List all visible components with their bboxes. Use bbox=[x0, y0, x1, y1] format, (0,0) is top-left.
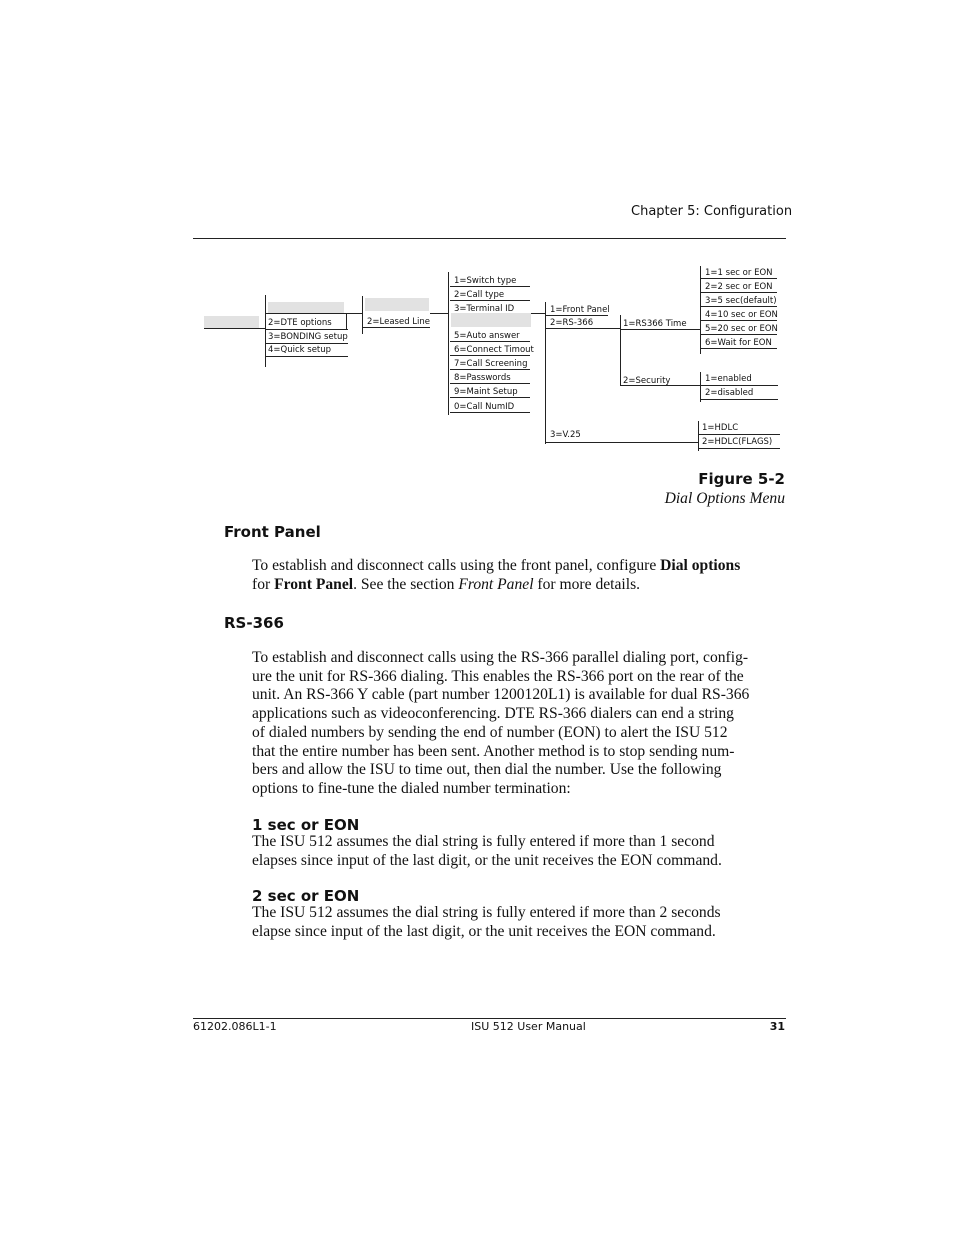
menu-underline bbox=[699, 434, 780, 435]
menu-underline bbox=[701, 320, 777, 321]
menu-underline bbox=[701, 348, 777, 349]
menu-item-hdlc: 1=HDLC bbox=[702, 423, 739, 433]
menu-placeholder-box bbox=[268, 302, 344, 313]
menu-underline bbox=[701, 399, 778, 400]
dial-options-diagram bbox=[0, 0, 954, 470]
connector-line bbox=[700, 266, 701, 354]
menu-item-auto-answer: 5=Auto answer bbox=[454, 331, 520, 341]
section-heading-front-panel: Front Panel bbox=[224, 523, 321, 541]
footer-title: ISU 512 User Manual bbox=[471, 1020, 586, 1033]
menu-underline bbox=[266, 329, 348, 330]
menu-placeholder-box bbox=[451, 313, 531, 327]
menu-item-5-sec-default: 3=5 sec(default) bbox=[705, 296, 777, 306]
connector-line bbox=[347, 313, 363, 314]
menu-underline bbox=[701, 306, 777, 307]
connector-line bbox=[545, 302, 546, 444]
sec2-paragraph: The ISU 512 assumes the dial string is fully entered if more than 2 seconds elapse since input of the last digit, or the unit receives the EON command. bbox=[252, 904, 721, 940]
figure-caption: Dial Options Menu bbox=[664, 490, 785, 507]
sec1-paragraph: The ISU 512 assumes the dial string is fully entered if more than 1 second elapses since input of the last digit, or the unit receives the EON command. bbox=[252, 833, 722, 869]
menu-item-disabled: 2=disabled bbox=[705, 388, 754, 398]
menu-item-call-screening: 7=Call Screening bbox=[454, 359, 528, 369]
section-heading-rs-366: RS-366 bbox=[224, 614, 284, 632]
front-panel-paragraph: To establish and disconnect calls using the front panel, configure Dial options for Front Panel. See the section Front Panel for more details. bbox=[252, 557, 741, 593]
menu-underline bbox=[450, 412, 530, 413]
menu-item-v25: 3=V.25 bbox=[550, 430, 581, 440]
connector-line bbox=[620, 315, 621, 386]
menu-item-wait-for-eon: 6=Wait for EON bbox=[705, 338, 772, 348]
chapter-header: Chapter 5: Configuration bbox=[631, 204, 793, 219]
connector-line bbox=[698, 421, 699, 451]
menu-underline bbox=[699, 448, 780, 449]
menu-item-dte-options: 2=DTE options bbox=[268, 318, 332, 328]
menu-underline bbox=[450, 341, 530, 342]
connector-line bbox=[546, 442, 698, 443]
menu-item-call-numid: 0=Call NumID bbox=[454, 402, 515, 412]
menu-item-20-sec-or-eon: 5=20 sec or EON bbox=[705, 324, 778, 334]
menu-underline bbox=[450, 286, 530, 287]
connector-line bbox=[266, 313, 346, 314]
menu-underline bbox=[701, 385, 778, 386]
menu-item-leased-line: 2=Leased Line bbox=[367, 317, 431, 327]
menu-underline bbox=[450, 383, 530, 384]
menu-item-security: 2=Security bbox=[623, 376, 671, 386]
menu-item-bonding-setup: 3=BONDING setup bbox=[268, 332, 348, 342]
menu-item-call-type: 2=Call type bbox=[454, 290, 505, 300]
menu-item-enabled: 1=enabled bbox=[705, 374, 752, 384]
menu-underline bbox=[546, 315, 608, 316]
connector-line bbox=[448, 272, 449, 415]
menu-underline bbox=[266, 343, 348, 344]
menu-underline bbox=[546, 328, 608, 329]
connector-line bbox=[621, 329, 700, 330]
connector-line bbox=[531, 313, 545, 314]
connector-line bbox=[430, 313, 448, 314]
menu-item-passwords: 8=Passwords bbox=[454, 373, 511, 383]
menu-underline bbox=[450, 369, 530, 370]
menu-item-hdlc-flags: 2=HDLC(FLAGS) bbox=[702, 437, 773, 447]
menu-underline bbox=[450, 397, 530, 398]
menu-underline bbox=[701, 334, 777, 335]
menu-underline bbox=[266, 356, 348, 357]
menu-item-2-sec-or-eon: 2=2 sec or EON bbox=[705, 282, 773, 292]
menu-underline bbox=[701, 278, 777, 279]
menu-underline bbox=[363, 327, 430, 328]
menu-placeholder-box bbox=[365, 298, 429, 311]
connector-line bbox=[204, 328, 265, 329]
figure-number: Figure 5-2 bbox=[698, 470, 785, 488]
menu-item-switch-type: 1=Switch type bbox=[454, 276, 517, 286]
menu-item-1-sec-or-eon: 1=1 sec or EON bbox=[705, 268, 773, 278]
menu-item-connect-timout: 6=Connect Timout bbox=[454, 345, 534, 355]
menu-item-terminal-id: 3=Terminal ID bbox=[454, 304, 515, 314]
menu-underline bbox=[701, 292, 777, 293]
menu-item-maint-setup: 9=Maint Setup bbox=[454, 387, 518, 397]
connector-line bbox=[700, 372, 701, 402]
rs-366-paragraph: To establish and disconnect calls using the RS-366 parallel dialing port, config- ure the unit for RS-366 dialing. This enables the RS-366 port on the rear of the unit. An RS-366 Y cable (part number 1200120L1) is available for dual RS-366 applications such as videoconferencing. DTE RS-366 dialers can end a string of dialed numbers by sending the end of number (EON) to alert the ISU 512 that the entire number has been sent. Another method is to stop sending num- bers and allow the ISU to time out, then dial the number. Use the following options to fine-tune the dialed number termination: bbox=[252, 649, 750, 797]
connector-line bbox=[346, 313, 347, 329]
footer-rule bbox=[193, 1018, 786, 1019]
footer-page-number: 31 bbox=[769, 1020, 785, 1033]
menu-item-10-sec-or-eon: 4=10 sec or EON bbox=[705, 310, 778, 320]
menu-underline bbox=[450, 355, 530, 356]
subheading-1-sec-or-eon: 1 sec or EON bbox=[252, 816, 360, 834]
menu-underline bbox=[450, 300, 530, 301]
connector-line bbox=[362, 296, 363, 334]
menu-item-front-panel: 1=Front Panel bbox=[550, 305, 610, 315]
menu-item-rs366-time: 1=RS366 Time bbox=[623, 319, 687, 329]
menu-item-quick-setup: 4=Quick setup bbox=[268, 345, 332, 355]
subheading-2-sec-or-eon: 2 sec or EON bbox=[252, 887, 360, 905]
menu-item-rs-366: 2=RS-366 bbox=[550, 318, 594, 328]
footer-doc-number: 61202.086L1-1 bbox=[193, 1020, 277, 1033]
